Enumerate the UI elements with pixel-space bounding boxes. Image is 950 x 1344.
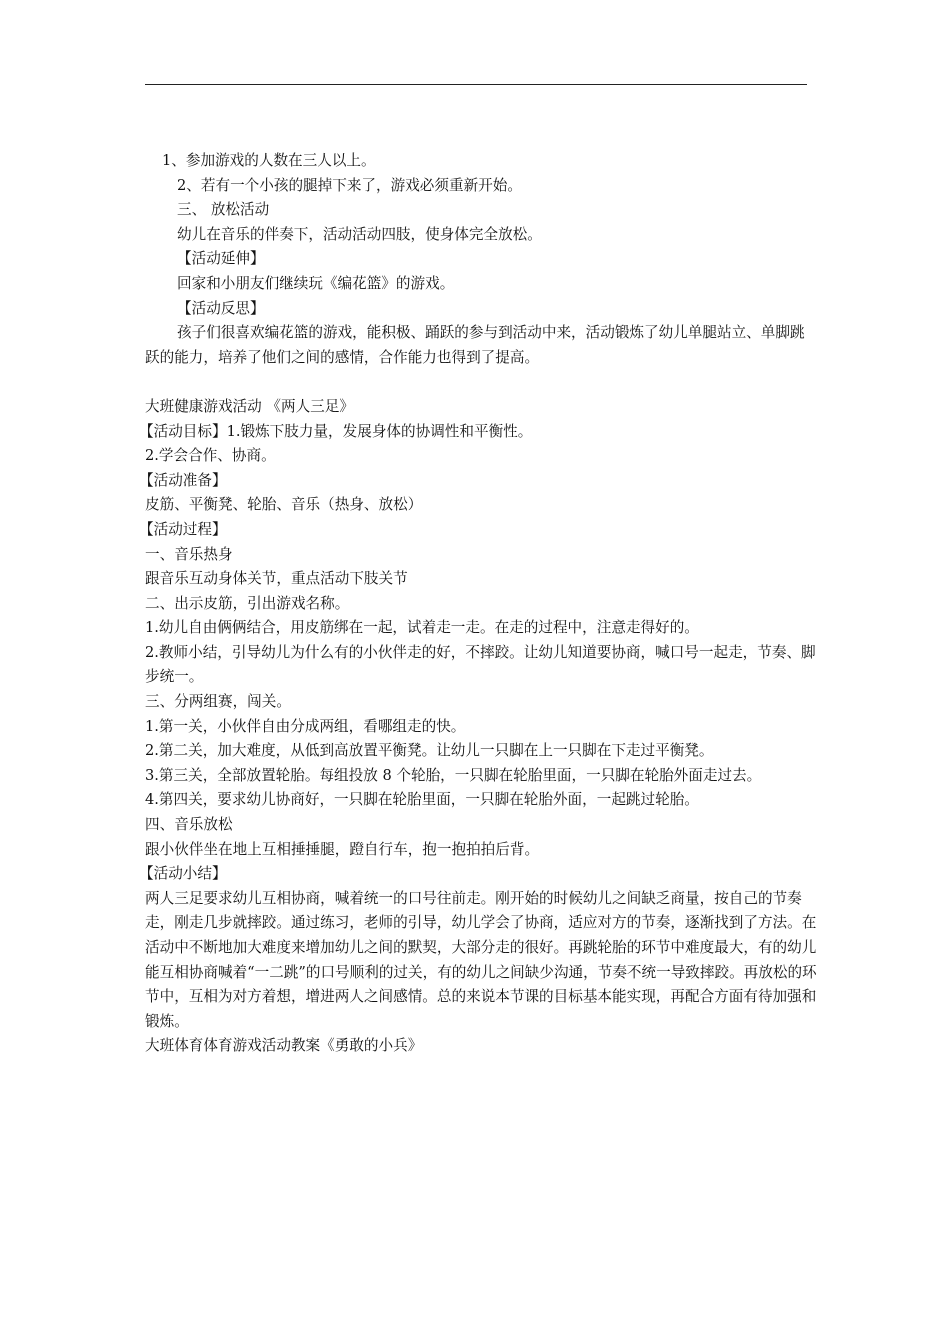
relax-description: 幼儿在音乐的伴奏下，活动活动四肢，使身体完全放松。 [177,225,542,243]
contest-level-2: 2.第二关，加大难度，从低到高放置平衡凳。让幼儿一只脚在上一只脚在下走过平衡凳。 [145,742,714,760]
document-body [139,149,817,1059]
step-heading-contest: 三、分两组赛，闯关。 [145,693,291,711]
goals-line: 【活动目标】1.锻炼下肢力量，发展身体的协调性和平衡性。 [139,422,533,440]
warmup-description: 跟音乐互动身体关节，重点活动下肢关节 [145,570,408,588]
contest-level-3: 3.第三关，全部放置轮胎。每组投放 8 个轮胎，一只脚在轮胎里面，一只脚在轮胎外面走过去。 [145,766,762,784]
section-heading-reflection: 【活动反思】 [177,299,265,317]
section-heading-extension: 【活动延伸】 [177,250,265,268]
extension-description: 回家和小朋友们继续玩《编花篮》的游戏。 [177,274,455,292]
step-heading-warmup: 一、音乐热身 [145,545,233,563]
section-heading-summary: 【活动小结】 [139,865,227,883]
preparation-list: 皮筋、平衡凳、轮胎、音乐（热身、放松） [145,496,423,514]
paragraph-gap [145,370,817,395]
contest-level-4: 4.第四关，要求幼儿协商好，一只脚在轮胎里面，一只脚在轮胎外面，一起跳过轮胎。 [145,791,699,809]
cooldown-description: 跟小伙伴坐在地上互相捶捶腿，蹬自行车，抱一抱拍拍后背。 [145,840,540,858]
contest-level-1: 1.第一关，小伙伴自由分成两组，看哪组走的快。 [145,717,466,735]
section-heading-process: 【活动过程】 [139,520,227,538]
section-heading-preparation: 【活动准备】 [139,471,227,489]
step-heading-band: 二、出示皮筋，引出游戏名称。 [145,594,350,612]
band-step-2: 2.教师小结，引导幼儿为什么有的小伙伴走的好，不摔跤。让幼儿知道要协商，喊口号一起走，节奏、脚步统一。 [145,643,816,686]
header-rule [145,84,807,85]
rule-item-2: 2、若有一个小孩的腿掉下来了，游戏必须重新开始。 [177,176,522,194]
band-step-1: 1.幼儿自由俩俩结合，用皮筋绑在一起，试着走一走。在走的过程中，注意走得好的。 [145,619,699,637]
step-heading-cooldown: 四、音乐放松 [145,816,233,834]
section-heading-relax: 三、 放松活动 [177,201,270,219]
goals-line-2: 2.学会合作、协商。 [145,447,276,465]
lesson-title: 大班健康游戏活动 《两人三足》 [145,397,354,415]
reflection-paragraph: 孩子们很喜欢编花篮的游戏，能积极、踊跃的参与到活动中来，活动锻炼了幼儿单腿站立、单脚跳跃的能力，培养了他们之间的感情，合作能力也得到了提高。 [145,324,805,366]
rule-item-1: 1、参加游戏的人数在三人以上。 [162,152,376,169]
summary-paragraph: 两人三足要求幼儿互相协商，喊着统一的口号往前走。刚开始的时候幼儿之间缺乏商量，按自己的节奏走，刚走几步就摔跤。通过练习，老师的引导，幼儿学会了协商，适应对方的节奏，逐渐找到了方法。在活动中不断地加大难度来增加幼儿之间的默契，大部分走的很好。再跳轮胎的环节中难度最大，有的幼儿能互相协商喊着“一二跳”的口号顺利的过关，有的幼儿之间缺少沟通，节奏不统一导致摔跤。再放松的环节中，互相为对方着想，增进两人之间感情。总的来说本节课的目标基本能实现，再配合方面有待加强和锻炼。 [145,889,817,1030]
next-lesson-title: 大班体育体育游戏活动教案《勇敢的小兵》 [145,1037,423,1055]
